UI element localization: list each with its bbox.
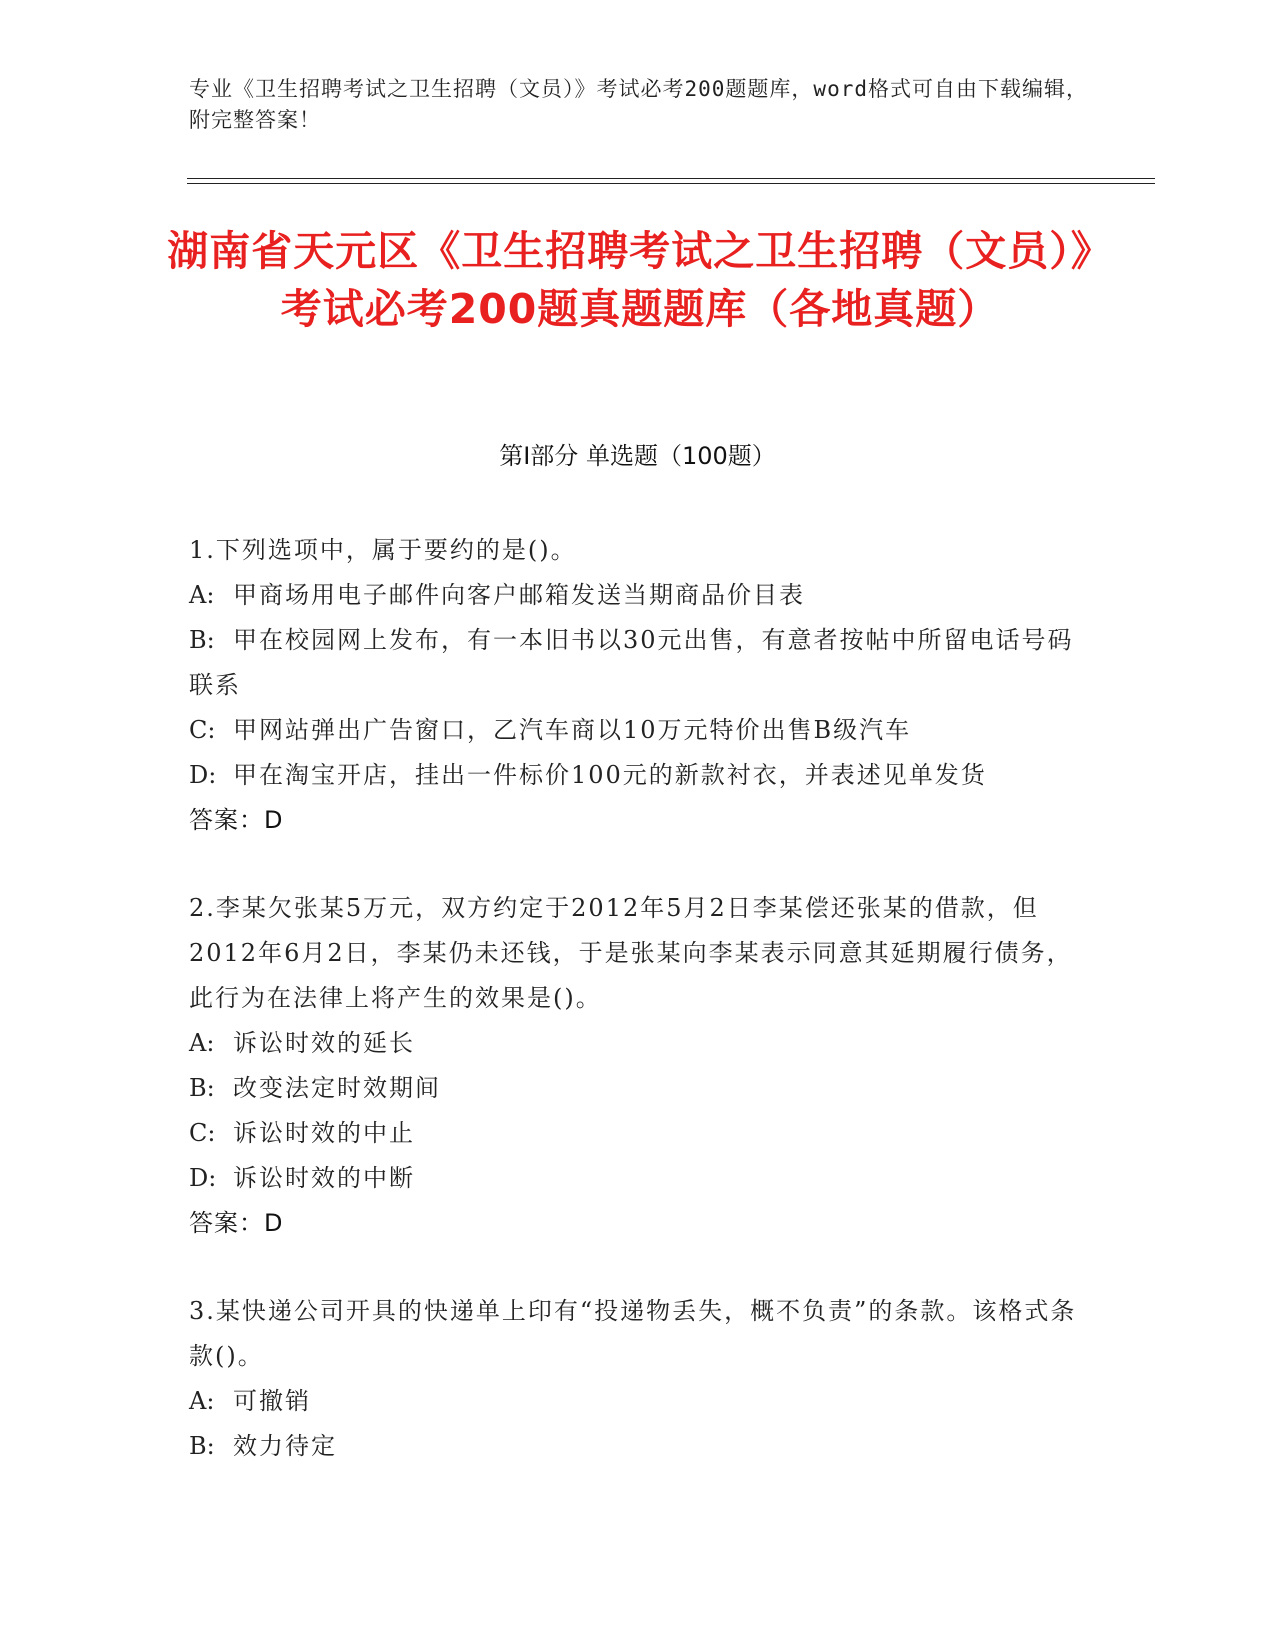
header-rule-top (187, 178, 1155, 179)
option-key: A: (189, 1029, 215, 1057)
option-d (189, 1156, 1079, 1201)
option-key: A: (189, 581, 215, 609)
option-text: 效力待定 (233, 1432, 337, 1460)
question-3 (189, 1289, 1079, 1469)
option-key: B: (189, 1432, 215, 1460)
option-b (189, 618, 1079, 708)
question-stem: 2.李某欠张某5万元，双方约定于2012年5月2日李某偿还张某的借款，但2012年6月2日，李某仍未还钱，于是张某向李某表示同意其延期履行债务，此行为在法律上将产生的效果是()。 (189, 894, 1073, 1012)
option-key: B: (189, 626, 215, 654)
question-stem: 3.某快递公司开具的快递单上印有“投递物丢失，概不负责”的条款。该格式条款()。 (189, 1297, 1077, 1370)
document-title: 湖南省天元区《卫生招聘考试之卫生招聘（文员）》考试必考200题真题题库（各地真题） (167, 227, 1113, 333)
option-b (189, 1424, 1079, 1469)
question-stem: 1.下列选项中，属于要约的是()。 (189, 536, 577, 564)
option-key: D: (189, 761, 217, 789)
option-a (189, 573, 1079, 618)
option-text: 甲在校园网上发布，有一本旧书以30元出售，有意者按帖中所留电话号码联系 (189, 626, 1074, 699)
option-key: C: (189, 716, 216, 744)
option-text: 改变法定时效期间 (233, 1074, 441, 1102)
answer-line: 答案：D (189, 1209, 284, 1237)
option-key: C: (189, 1119, 216, 1147)
answer-line: 答案：D (189, 806, 284, 834)
header-rule-bottom (187, 183, 1155, 184)
option-b (189, 1066, 1079, 1111)
option-text: 甲商场用电子邮件向客户邮箱发送当期商品价目表 (233, 581, 805, 609)
header-note: 专业《卫生招聘考试之卫生招聘（文员）》考试必考200题题库，word格式可自由下载编辑，附完整答案！ (189, 77, 1088, 132)
option-c (189, 708, 1079, 753)
option-text: 诉讼时效的中止 (233, 1119, 415, 1147)
section-heading: 第I部分 单选题（100题） (499, 442, 776, 470)
option-a (189, 1021, 1079, 1066)
option-key: B: (189, 1074, 215, 1102)
option-text: 甲在淘宝开店，挂出一件标价100元的新款衬衣，并表述见单发货 (233, 761, 987, 789)
question-2 (189, 886, 1079, 1246)
option-d (189, 753, 1079, 798)
option-key: D: (189, 1164, 217, 1192)
option-a (189, 1379, 1079, 1424)
question-1 (189, 528, 1079, 843)
option-c (189, 1111, 1079, 1156)
option-text: 诉讼时效的中断 (233, 1164, 415, 1192)
option-key: A: (189, 1387, 215, 1415)
option-text: 诉讼时效的延长 (233, 1029, 415, 1057)
question-list (189, 528, 1079, 1512)
option-text: 可撤销 (233, 1387, 311, 1415)
option-text: 甲网站弹出广告窗口，乙汽车商以10万元特价出售B级汽车 (233, 716, 912, 744)
